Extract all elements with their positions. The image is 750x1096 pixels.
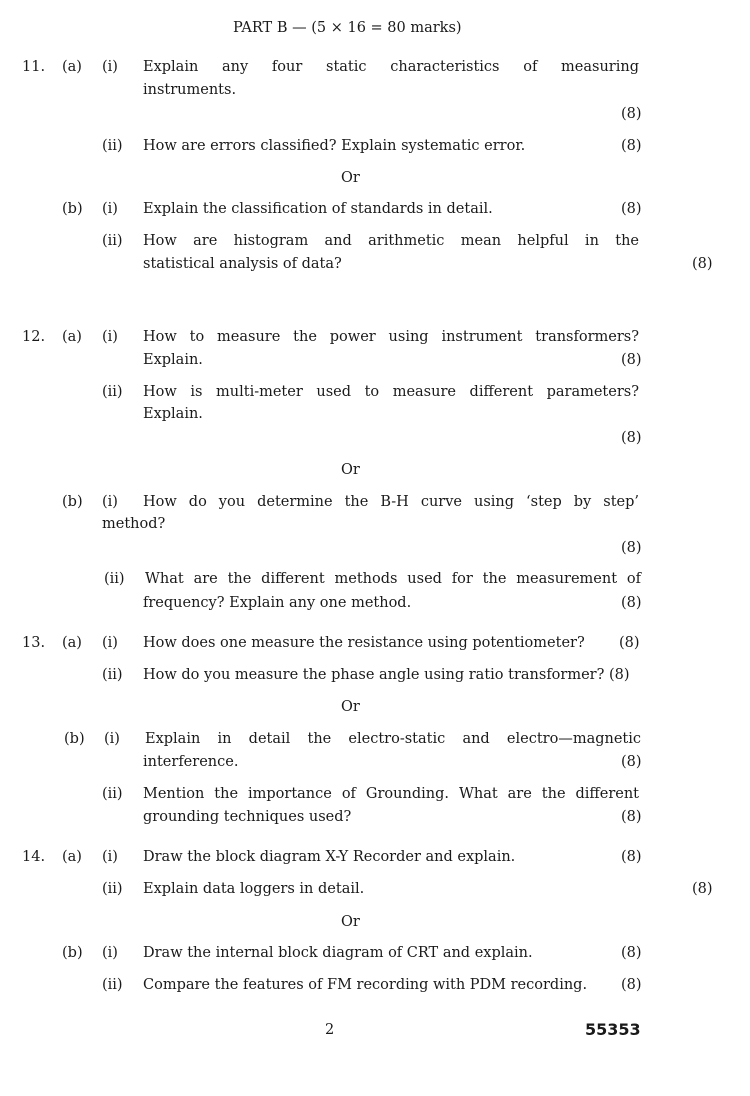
sub-part-label: (ii) <box>102 138 123 154</box>
question-text: How are errors classified? Explain systematic error. <box>143 138 526 154</box>
question-text: Explain any four static characteristics of measuring <box>143 59 639 75</box>
marks-label: (8) <box>621 540 642 556</box>
question-text: Draw the block diagram X-Y Recorder and explain. <box>143 849 516 865</box>
page-number: 2 <box>325 1022 335 1038</box>
question-text: instruments. <box>143 82 237 98</box>
part-header: PART B — (5 × 16 = 80 marks) <box>233 20 462 36</box>
part-label: (b) <box>62 945 83 961</box>
paper-code: 55353 <box>585 1020 641 1039</box>
marks-label: (8) <box>692 256 713 272</box>
question-number: 11. <box>22 59 46 75</box>
question-text: How to measure the power using instrument transformers? <box>143 329 639 345</box>
sub-part-label: (i) <box>102 849 118 865</box>
sub-part-label: (i) <box>104 731 120 747</box>
marks-label: (8) <box>621 809 642 825</box>
question-number: 13. <box>22 635 46 651</box>
marks-label: (8) <box>621 849 642 865</box>
part-label: (a) <box>62 849 82 865</box>
part-label: (b) <box>64 731 85 747</box>
part-label: (b) <box>62 201 83 217</box>
sub-part-label: (ii) <box>102 233 123 249</box>
part-label: (a) <box>62 59 82 75</box>
or-separator: Or <box>341 914 360 930</box>
part-label: (b) <box>62 494 83 510</box>
question-text: How do you determine the B-H curve using ‘step by step’ <box>143 494 639 510</box>
question-text: What are the different methods used for the measurement of <box>145 571 641 587</box>
question-number: 12. <box>22 329 46 345</box>
sub-part-label: (ii) <box>102 786 123 802</box>
sub-part-label: (i) <box>102 945 118 961</box>
question-text: How is multi-meter used to measure different parameters? <box>143 384 639 400</box>
question-text: Explain. <box>143 352 203 368</box>
sub-part-label: (ii) <box>102 667 123 683</box>
marks-label: (8) <box>692 881 713 897</box>
marks-label: (8) <box>621 352 642 368</box>
marks-label: (8) <box>621 201 642 217</box>
or-separator: Or <box>341 462 360 478</box>
sub-part-label: (ii) <box>102 384 123 400</box>
marks-label: (8) <box>621 138 642 154</box>
question-text: Compare the features of FM recording with PDM recording. <box>143 977 588 993</box>
sub-part-label: (ii) <box>102 977 123 993</box>
sub-part-label: (i) <box>102 494 118 510</box>
marks-label: (8) <box>621 945 642 961</box>
question-text: statistical analysis of data? <box>143 256 342 272</box>
question-text: Explain the classification of standards in detail. <box>143 201 493 217</box>
marks-label: (8) <box>619 635 640 651</box>
question-text: Explain. <box>143 406 203 422</box>
question-text: Explain in detail the electro-static and electro—magnetic <box>145 731 641 747</box>
question-text: How does one measure the resistance using potentiometer? <box>143 635 585 651</box>
marks-label: (8) <box>621 430 642 446</box>
question-text: interference. <box>143 754 239 770</box>
question-text: Mention the importance of Grounding. What are the different <box>143 786 639 802</box>
marks-label: (8) <box>621 977 642 993</box>
sub-part-label: (i) <box>102 635 118 651</box>
sub-part-label: (i) <box>102 329 118 345</box>
or-separator: Or <box>341 699 360 715</box>
marks-label: (8) <box>621 106 642 122</box>
marks-label: (8) <box>621 754 642 770</box>
part-label: (a) <box>62 329 82 345</box>
question-number: 14. <box>22 849 46 865</box>
part-label: (a) <box>62 635 82 651</box>
sub-part-label: (ii) <box>104 571 125 587</box>
question-text: frequency? Explain any one method. <box>143 595 412 611</box>
question-text: Draw the internal block diagram of CRT and explain. <box>143 945 533 961</box>
sub-part-label: (i) <box>102 201 118 217</box>
question-text: How do you measure the phase angle using ratio transformer? (8) <box>143 667 630 683</box>
question-text: method? <box>102 516 166 532</box>
marks-label: (8) <box>621 595 642 611</box>
question-text: grounding techniques used? <box>143 809 352 825</box>
question-text: Explain data loggers in detail. <box>143 881 365 897</box>
question-text: How are histogram and arithmetic mean helpful in the <box>143 233 639 249</box>
sub-part-label: (i) <box>102 59 118 75</box>
or-separator: Or <box>341 170 360 186</box>
sub-part-label: (ii) <box>102 881 123 897</box>
